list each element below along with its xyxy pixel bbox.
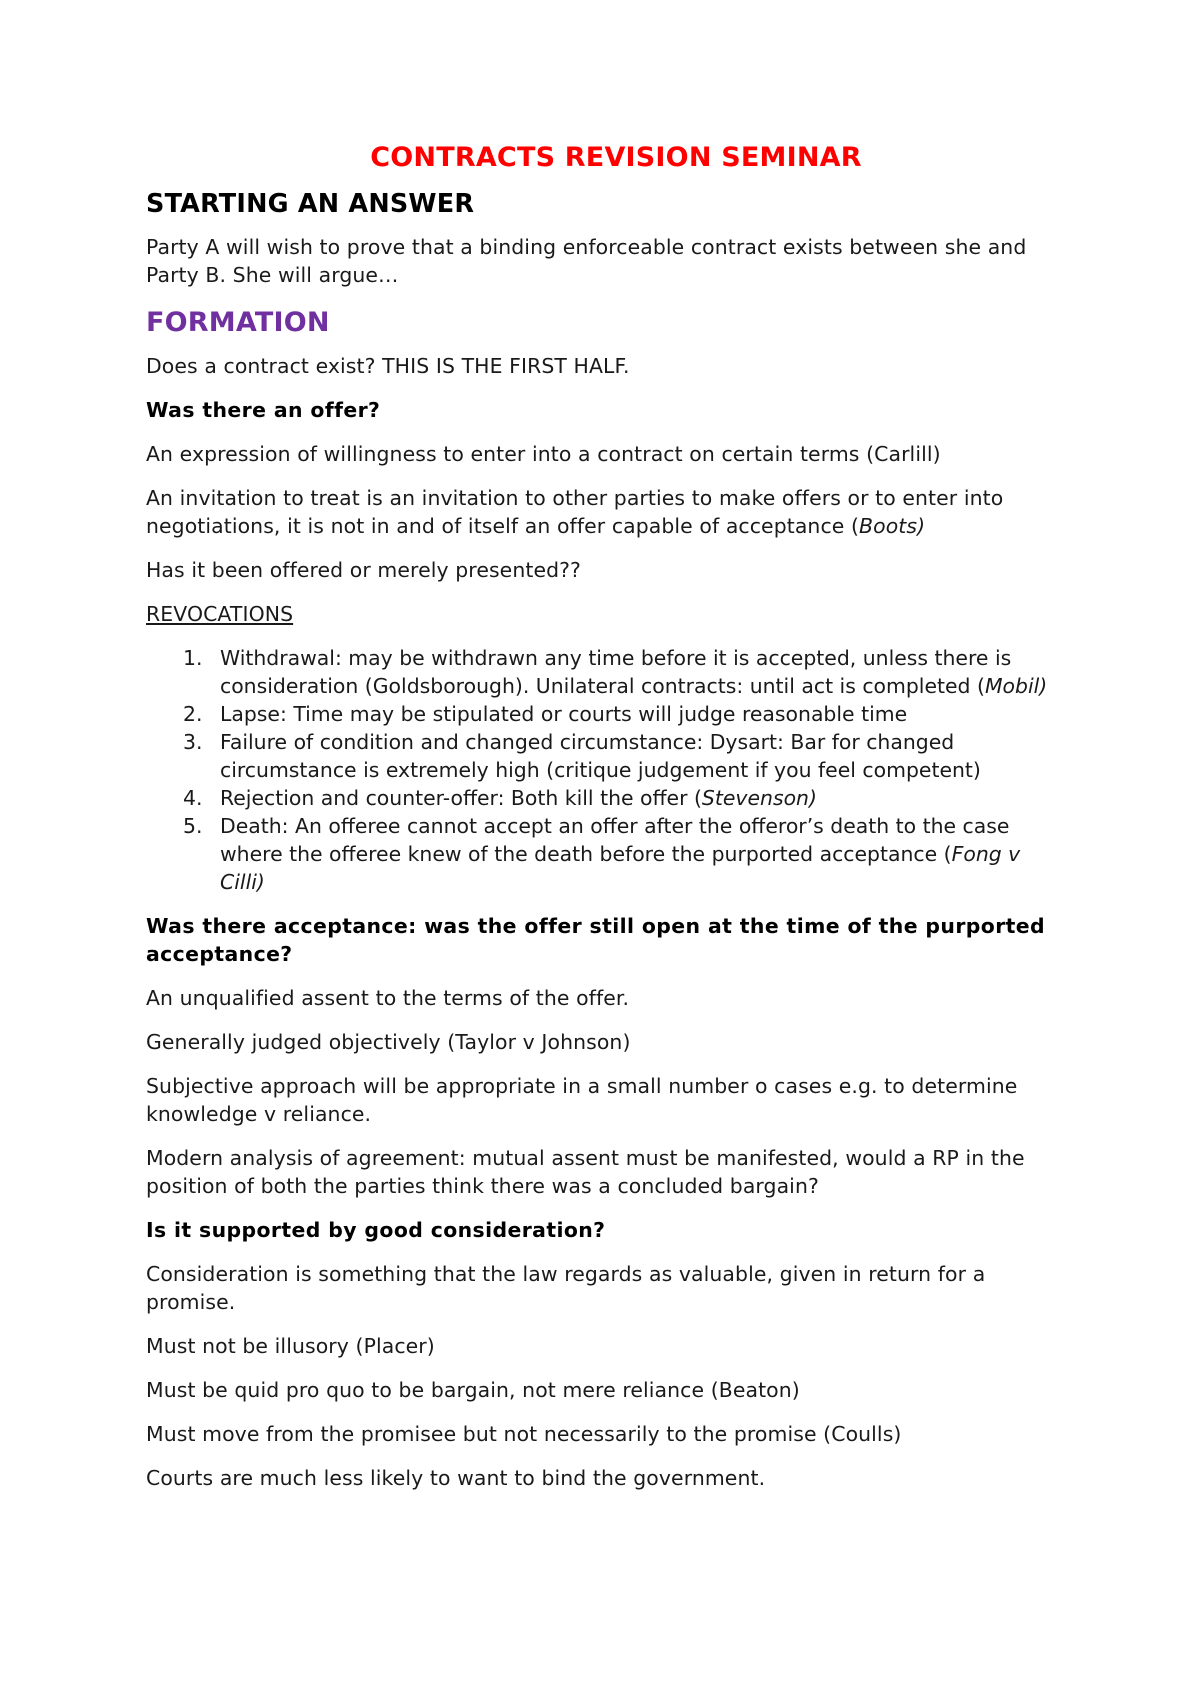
paragraph-move-from-promisee: Must move from the promisee but not necessarily to the promise (Coulls)	[146, 1422, 902, 1446]
paragraph-not-illusory: Must not be illusory (Placer)	[146, 1334, 435, 1358]
invitation-to-treat-text: An invitation to treat is an invitation to other parties to make offers or to enter into negotiations, it is not in and of itself an offer capable of acceptance (	[146, 486, 1004, 538]
paragraph-bind-government: Courts are much less likely to want to bind the government.	[146, 1466, 766, 1490]
paragraph-quid-pro-quo: Must be quid pro quo to be bargain, not mere reliance (Beaton)	[146, 1378, 800, 1402]
paragraph-offer-definition: An expression of willingness to enter into a contract on certain terms (Carlill)	[146, 442, 941, 466]
list-number: 2.	[183, 702, 203, 726]
document-content	[146, 142, 1066, 1508]
revocation-text: Failure of condition and changed circumstance: Dysart: Bar for changed circumstance is extremely high (critique judgement if you feel competent)	[220, 730, 981, 782]
paragraph-subjective-approach: Subjective approach will be appropriate in a small number o cases e.g. to determine knowledge v reliance.	[146, 1074, 1018, 1126]
paragraph-offered-or-presented: Has it been offered or merely presented??	[146, 558, 581, 582]
revocation-text: Withdrawal: may be withdrawn any time before it is accepted, unless there is consideration (Goldsborough). Unilateral contracts: until act is completed (	[220, 646, 1012, 698]
revocations-list	[146, 644, 1066, 896]
paragraph-formation-intro: Does a contract exist? THIS IS THE FIRST HALF.	[146, 354, 630, 378]
paragraph-acceptance-definition: An unqualified assent to the terms of the offer.	[146, 986, 630, 1010]
paragraph-revocations-heading	[146, 600, 1066, 628]
case-name-fong-v-cilli: Fong v Cilli)	[220, 842, 1021, 894]
revocation-item	[146, 812, 1066, 896]
paragraph-objective-test: Generally judged objectively (Taylor v Johnson)	[146, 1030, 631, 1054]
question-offer: Was there an offer?	[146, 398, 381, 422]
question-consideration: Is it supported by good consideration?	[146, 1218, 606, 1242]
revocation-item	[146, 728, 1066, 784]
list-number: 3.	[183, 730, 203, 754]
paragraph-modern-analysis: Modern analysis of agreement: mutual assent must be manifested, would a RP in the position of both the parties think there was a concluded bargain?	[146, 1146, 1025, 1198]
revocation-item	[146, 700, 1066, 728]
revocation-text: Rejection and counter-offer: Both kill the offer (	[220, 786, 702, 810]
paragraph-starting-answer: Party A will wish to prove that a binding enforceable contract exists between she and Party B. She will argue…	[146, 235, 1027, 287]
paragraph-consideration-definition: Consideration is something that the law regards as valuable, given in return for a promise.	[146, 1262, 986, 1314]
question-acceptance: Was there acceptance: was the offer still open at the time of the purported acceptance?	[146, 914, 1046, 966]
revocation-text: Lapse: Time may be stipulated or courts will judge reasonable time	[220, 702, 908, 726]
case-name-stevenson: Stevenson)	[701, 786, 817, 810]
heading-starting-an-answer: STARTING AN ANSWER	[146, 189, 475, 219]
list-number: 4.	[183, 786, 203, 810]
revocation-text: Death: An offeree cannot accept an offer after the offeror’s death to the case where the offeree knew of the death before the purported acceptance (	[220, 814, 1010, 866]
case-name-boots: Boots)	[859, 514, 926, 538]
case-name-mobil: Mobil)	[984, 674, 1048, 698]
revocation-item	[146, 644, 1066, 700]
paragraph-invitation-to-treat	[146, 484, 1066, 540]
revocations-heading: REVOCATIONS	[146, 602, 294, 626]
heading-formation: FORMATION	[146, 307, 330, 338]
revocation-item	[146, 784, 1066, 812]
document-title: CONTRACTS REVISION SEMINAR	[370, 142, 862, 173]
list-number: 1.	[183, 646, 203, 670]
list-number: 5.	[183, 814, 203, 838]
